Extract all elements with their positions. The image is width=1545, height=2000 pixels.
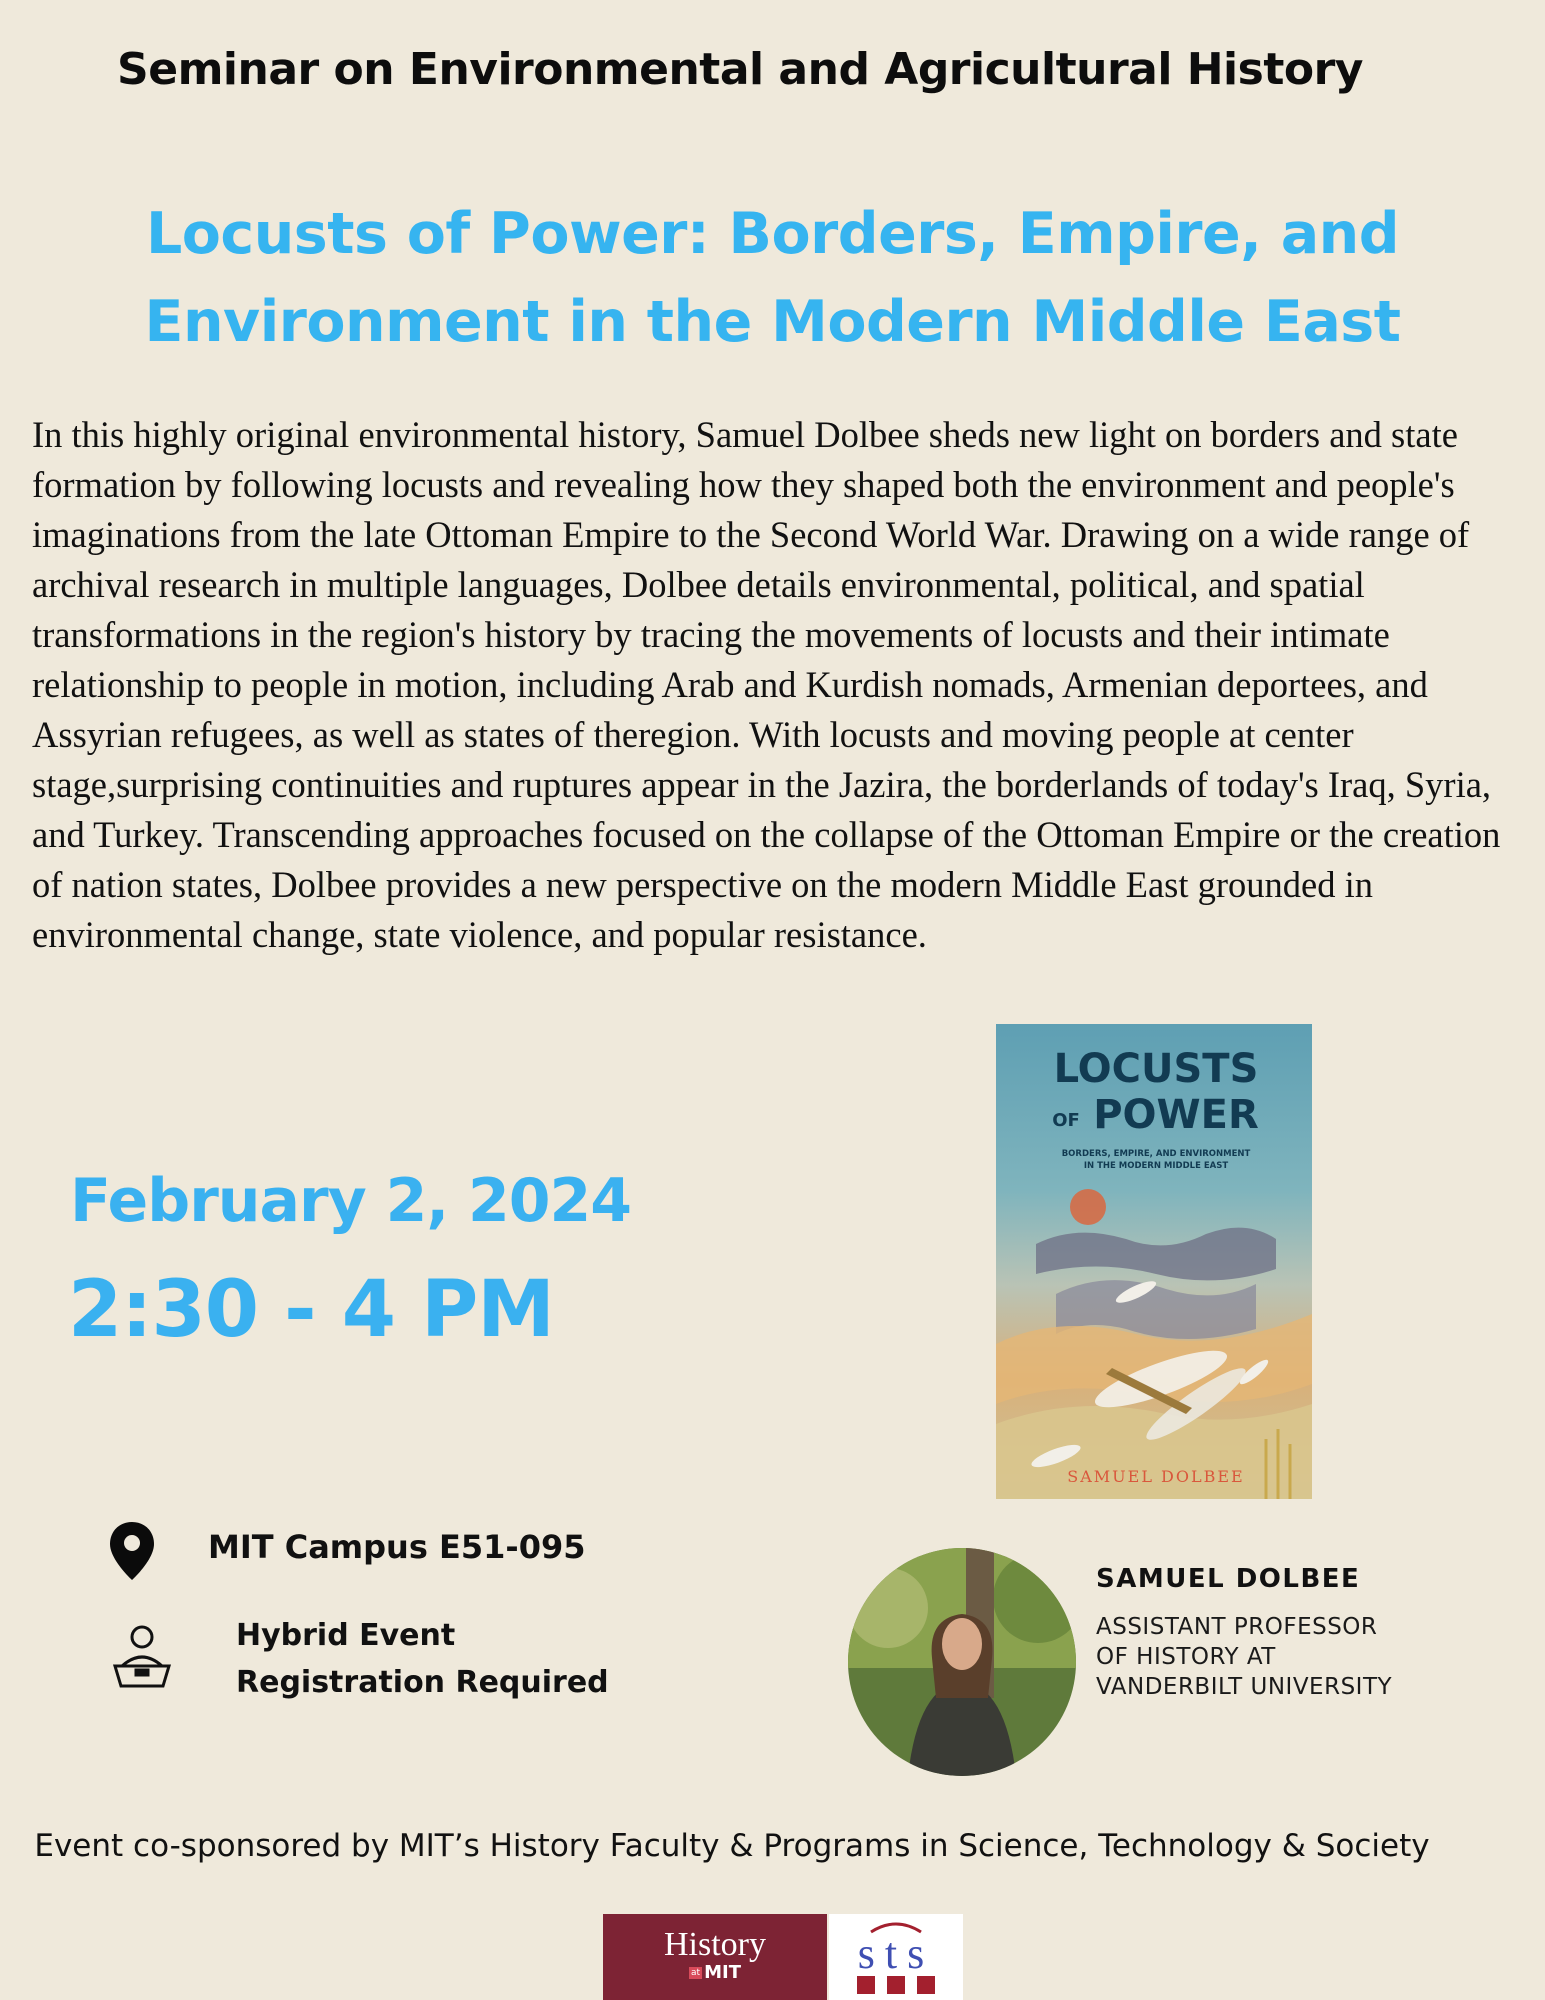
- history-logo-at: at: [691, 1968, 701, 1978]
- book-cover: [996, 1024, 1312, 1499]
- event-description: In this highly original environmental history, Samuel Dolbee sheds new light on borders and state formation by following locusts and revealing how they shaped both the environment and people's imaginations from the late Ottoman Empire to the Second World War. Drawing on a wide range of archival research in multiple languages, Dolbee details environmental, political, and spatial transformations in the region's history by tracing the movements of locusts and their intimate relationship to people in motion, including Arab and Kurdish nomads, Armenian deportees, and Assyrian refugees, as well as states of theregion. With locusts and moving people at center stage,surprising continuities and ruptures appear in the Jazira, the borderlands of today's Iraq, Syria, and Turkey. Transcending approaches focused on the collapse of the Ottoman Empire or the creation of nation states, Dolbee provides a new perspective on the modern Middle East grounded in environmental change, state violence, and popular resistance.: [32, 414, 1501, 955]
- cover-subtitle-1: BORDERS, EMPIRE, AND ENVIRONMENT: [1061, 1149, 1251, 1159]
- event-title-line-2: Environment in the Modern Middle East: [144, 289, 1401, 355]
- cover-title-power: POWER: [1093, 1092, 1259, 1138]
- event-title: [0, 190, 1545, 366]
- sts-logo-text: sts: [857, 1929, 935, 1978]
- history-logo-mit-text: MIT: [704, 1962, 741, 1983]
- person-at-laptop-icon: [112, 1624, 172, 1694]
- sts-logo: [829, 1914, 963, 2000]
- history-at-mit-logo: [603, 1914, 827, 2000]
- speaker-photo: [848, 1548, 1076, 1776]
- hybrid-event-label: Hybrid Event: [236, 1618, 456, 1653]
- event-date: February 2, 2024: [70, 1166, 632, 1236]
- event-location: MIT Campus E51-095: [208, 1528, 586, 1566]
- history-logo-word: History: [664, 1926, 766, 1963]
- cover-title-locusts: LOCUSTS: [1053, 1046, 1259, 1092]
- map-pin-icon: [108, 1520, 156, 1586]
- cosponsor-note: Event co-sponsored by MIT’s History Faculty & Programs in Science, Technology & Society: [34, 1828, 1430, 1864]
- cover-title-of: OF: [1052, 1110, 1080, 1131]
- cover-author: SAMUEL DOLBEE: [1067, 1467, 1245, 1486]
- registration-required-label: Registration Required: [236, 1665, 609, 1700]
- event-time: 2:30 - 4 PM: [68, 1265, 554, 1355]
- event-format: [236, 1612, 609, 1706]
- speaker-title: ASSISTANT PROFESSOR OF HISTORY AT VANDERBILT UNIVERSITY: [1096, 1614, 1393, 1700]
- speaker-name: SAMUEL DOLBEE: [1096, 1564, 1361, 1594]
- seminar-heading: Seminar on Environmental and Agricultural History: [117, 44, 1363, 95]
- history-logo-mit: [603, 1962, 827, 1983]
- event-title-line-1: Locusts of Power: Borders, Empire, and: [145, 201, 1400, 267]
- book-cover-art: [996, 1024, 1312, 1499]
- cover-subtitle-2: IN THE MODERN MIDDLE EAST: [1083, 1161, 1229, 1171]
